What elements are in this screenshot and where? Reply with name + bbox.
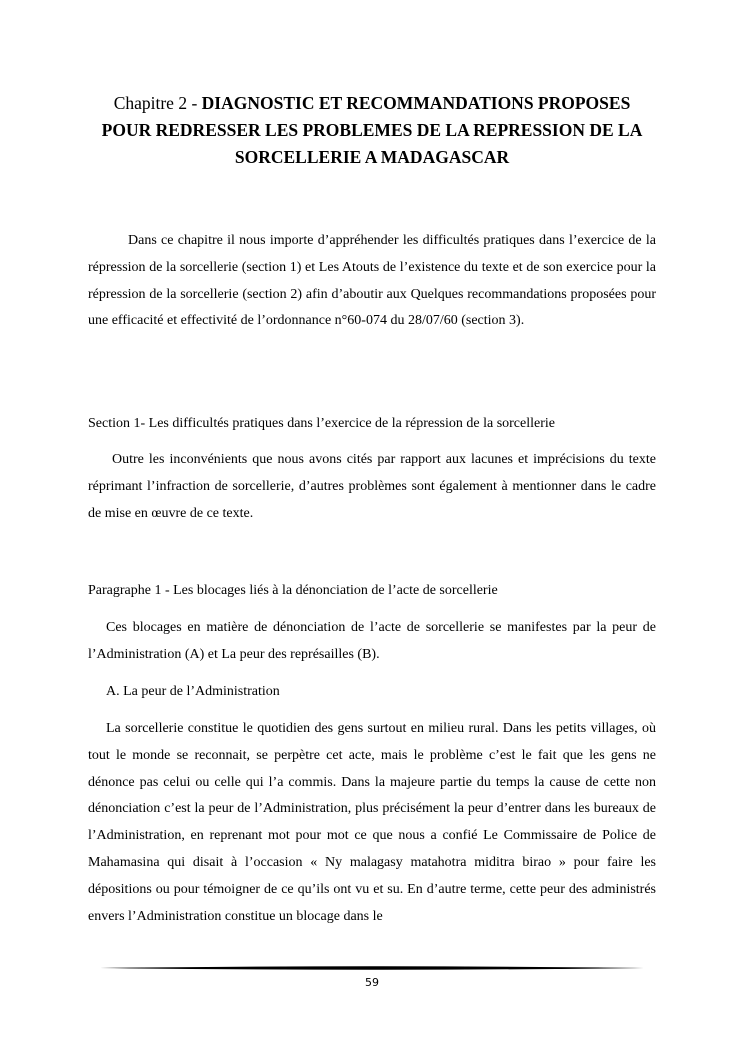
section1-heading: Section 1- Les difficultés pratiques dans l’exercice de la répression de la sorcellerie [88, 416, 555, 431]
chapter-title-bold: DIAGNOSTIC ET RECOMMANDATIONS PROPOSES POUR REDRESSER LES PROBLEMES DE LA REPRESSION DE LA SORCELLERIE A MADAGASCAR [101, 93, 643, 167]
chapter-title [88, 90, 656, 171]
intro-paragraph: Dans ce chapitre il nous importe d’appréhender les difficultés pratiques dans l’exercice de la répression de la sorcellerie (section 1) et Les Atouts de l’existence du texte et de son exercice pour la répression de la sorcellerie (section 2) afin d’aboutir aux Quelques recommandations proposées pour une efficacité et effectivité de l’ordonnance n°60-074 du 28/07/60 (section 3). [88, 233, 656, 329]
section1-text: Outre les inconvénients que nous avons cités par rapport aux lacunes et imprécisions du texte réprimant l’infraction de sorcellerie, d’autres problèmes sont également à mentionner dans le cadre de mise en œuvre de ce texte. [88, 452, 656, 521]
chapter-prefix: Chapitre 2 - [113, 93, 202, 113]
paragraph1-text: Ces blocages en matière de dénonciation de l’acte de sorcellerie se manifestes par la peur de l’Administration (A) et La peur des représailles (B). [88, 620, 656, 662]
footer-rule [100, 966, 644, 970]
paragraph1-heading: Paragraphe 1 - Les blocages liés à la dénonciation de l’acte de sorcellerie [88, 583, 498, 598]
subsection-a-heading: A. La peur de l’Administration [106, 684, 280, 699]
page-number: 59 [365, 976, 379, 989]
subsection-a-text: La sorcellerie constitue le quotidien des gens surtout en milieu rural. Dans les petits villages, où tout le monde se reconnait, se perpètre cet acte, mais le problème c’est le fait que les gens ne dénonce pas celui ou celle qui l’a commis. Dans la majeure partie du temps la cause de cette non dénonciation c’est la peur de l’Administration, plus précisément la peur d’entrer dans les bureaux de l’Administration, en reprenant mot pour mot ce que nous a confié Le Commissaire de Police de Mahamasina qui disait à l’occasion « Ny malagasy matahotra miditra birao » pour faire les dépositions ou pour témoigner de ce qu’ils ont vu et su. En d’autre terme, cette peur des administrés envers l’Administration constitue un blocage dans le [88, 721, 656, 924]
